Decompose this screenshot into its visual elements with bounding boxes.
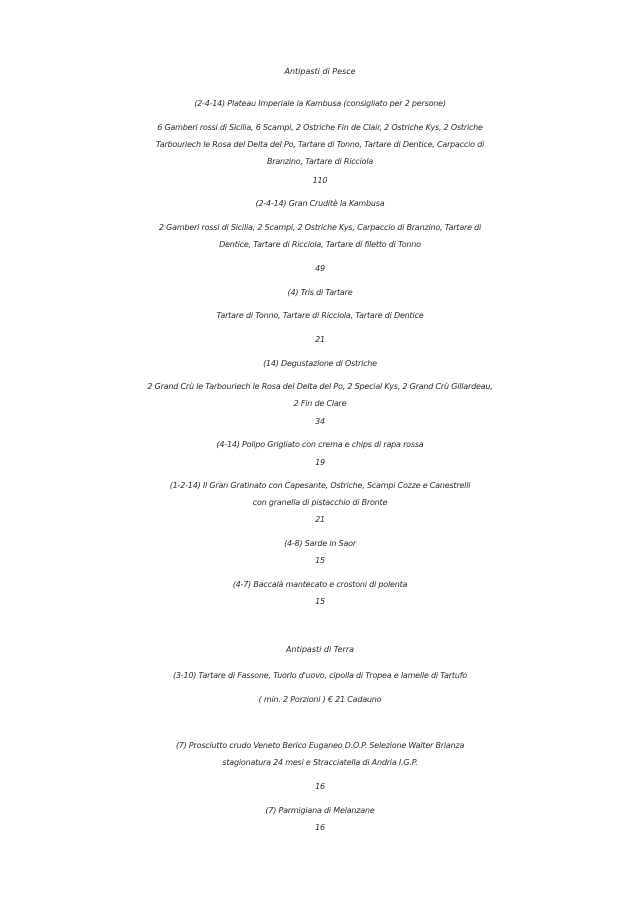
- item-description-ostriche-line-1: 2 Grand Crù le Tarbouriech le Rosa del Delta del Po, 2 Special Kys, 2 Grand Crù Gillardeau,: [147, 382, 493, 391]
- item-name-plateau: (2-4-14) Plateau Imperiale la Kambusa (consigliato per 2 persone): [194, 99, 446, 108]
- item-name-gratinato-line-1: (1-2-14) Il Gran Gratinato con Capesante, Ostriche, Scampi Cozze e Canestrelli: [169, 481, 471, 490]
- item-note-tartare-fassone: ( min. 2 Porzioni ) € 21 Cadauno: [258, 695, 382, 704]
- item-price-polipo: 19: [315, 458, 325, 467]
- item-price-sarde: 15: [315, 556, 325, 565]
- item-price-crudite: 49: [315, 264, 325, 273]
- item-price-prosciutto: 16: [315, 782, 325, 791]
- item-price-tris: 21: [315, 335, 325, 344]
- item-name-parmigiana: (7) Parmigiana di Melanzane: [265, 806, 375, 815]
- item-name-prosciutto-line-1: (7) Prosciutto crudo Veneto Berico Euganeo D.O.P. Selezione Walter Brianza: [175, 741, 465, 750]
- item-price-ostriche: 34: [315, 417, 325, 426]
- item-description-ostriche-line-2: 2 Fin de Clare: [293, 399, 347, 408]
- item-name-sarde: (4-8) Sarde in Saor: [284, 539, 356, 548]
- item-description-crudite-line-1: 2 Gamberi rossi di Sicilia, 2 Scampi, 2 Ostriche Kys, Carpaccio di Branzino, Tartare di: [158, 223, 482, 232]
- item-price-baccala: 15: [315, 597, 325, 606]
- item-description-tris: Tartare di Tonno, Tartare di Ricciola, Tartare di Dentice: [216, 311, 424, 320]
- item-name-crudite: (2-4-14) Gran Cruditè la Kambusa: [255, 199, 385, 208]
- item-description-plateau-line-3: Branzino, Tartare di Ricciola: [266, 157, 374, 166]
- section-title-pesce: Antipasti di Pesce: [284, 67, 356, 76]
- item-name-ostriche: (14) Degustazione di Ostriche: [263, 359, 377, 368]
- item-price-plateau: 110: [312, 176, 328, 185]
- item-name-tartare-fassone: (3-10) Tartare di Fassone, Tuorlo d'uovo, cipolla di Tropea e lamelle di Tartufo: [172, 671, 468, 680]
- item-description-plateau-line-1: 6 Gamberi rossi di Sicilia, 6 Scampi, 2 Ostriche Fin de Clair, 2 Ostriche Kys, 2 Ostriche: [157, 123, 483, 132]
- item-name-tris: (4) Tris di Tartare: [287, 288, 353, 297]
- item-description-plateau-line-2: Tarbouriech le Rosa del Delta del Po, Tartare di Tonno, Tartare di Dentice, Carpaccio di: [155, 140, 485, 149]
- item-name-prosciutto-line-2: stagionatura 24 mesi e Stracciatella di Andria I.G.P.: [222, 758, 418, 767]
- item-description-crudite-line-2: Dentice, Tartare di Ricciola, Tartare di filetto di Tonno: [219, 240, 421, 249]
- item-name-baccala: (4-7) Baccalà mantecato e crostoni di polenta: [232, 580, 408, 589]
- item-price-parmigiana: 16: [315, 823, 325, 832]
- item-name-polipo: (4-14) Polipo Grigliato con crema e chips di rapa rossa: [216, 440, 424, 449]
- item-price-gratinato: 21: [315, 515, 325, 524]
- item-name-gratinato-line-2: con granella di pistacchio di Bronte: [252, 498, 388, 507]
- section-title-terra: Antipasti di Terra: [285, 645, 355, 654]
